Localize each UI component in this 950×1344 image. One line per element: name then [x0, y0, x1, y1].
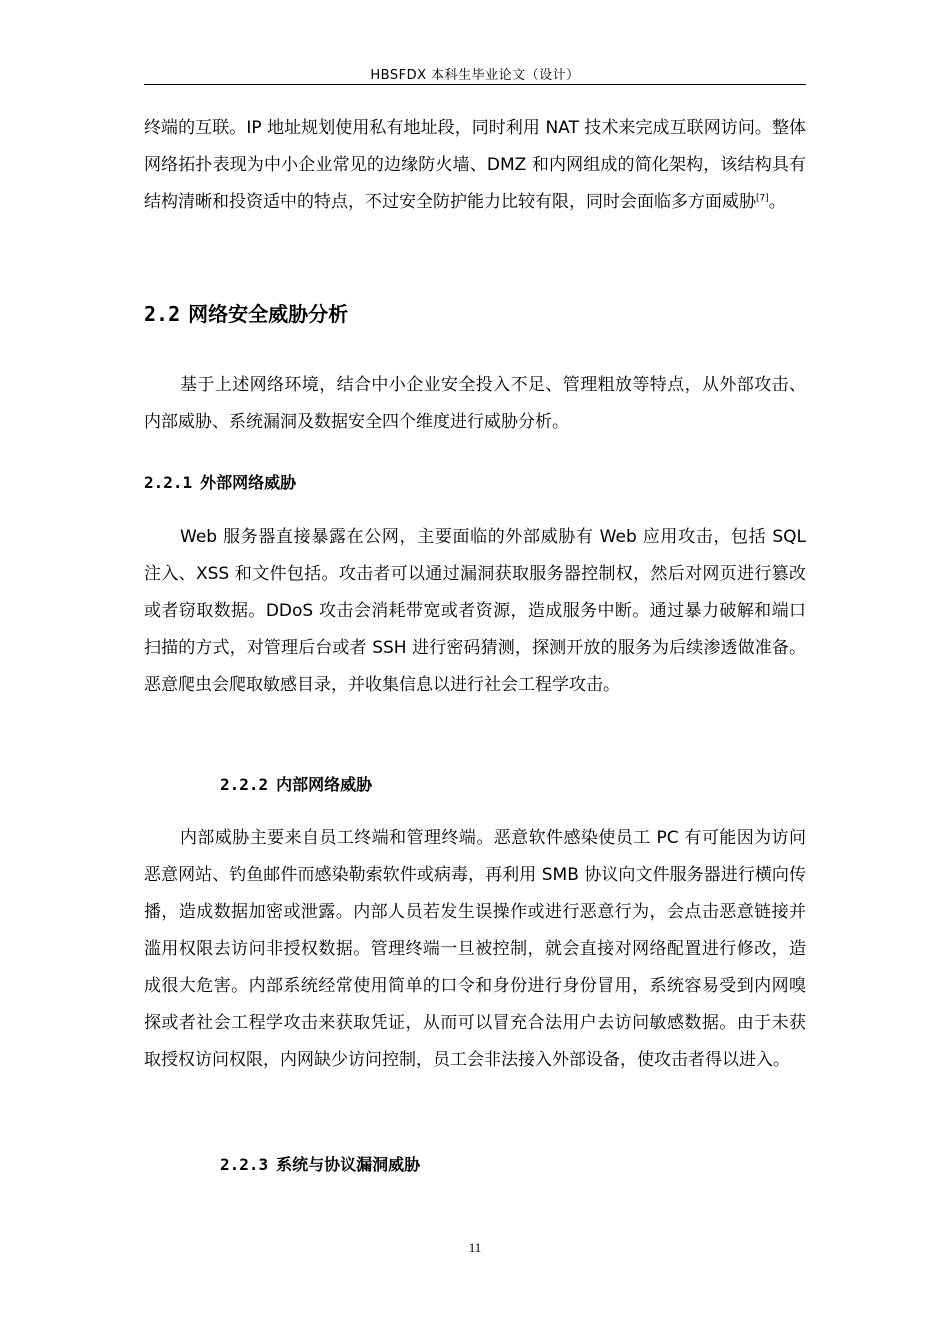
subsection-number: 2.2.3 [220, 1155, 269, 1174]
subsection-number: 2.2.1 [144, 473, 193, 492]
citation-marker: [7] [756, 193, 769, 204]
intro-text: 终端的互联。IP 地址规划使用私有地址段，同时利用 NAT 技术来完成互联网访问。整体网络拓扑表现为中小企业常见的边缘防火墙、DMZ 和内网组成的简化架构，该结构具有结构清晰和投资适中的特点，不过安全防护能力比较有限，同时会面临多方面威胁 [144, 118, 806, 212]
page-number: 11 [468, 1240, 482, 1255]
section-heading-2-2 [144, 298, 348, 327]
intro-end: 。 [768, 192, 786, 212]
section-2-2-1-paragraph: Web 服务器直接暴露在公网，主要面临的外部威胁有 Web 应用攻击，包括 SQL 注入、XSS 和文件包括。攻击者可以通过漏洞获取服务器控制权，然后对网页进行篡改或者窃取数据。DDoS 攻击会消耗带宽或者资源，造成服务中断。通过暴力破解和端口扫描的方式，对管理后台或者 SSH 进行密码猜测，探测开放的服务为后续渗透做准备。恶意爬虫会爬取敏感目录，并收集信息以进行社会工程学攻击。 [144, 527, 806, 695]
subsection-heading-2-2-1 [144, 470, 296, 493]
section-number: 2.2 [144, 302, 181, 326]
subsection-heading-2-2-3 [220, 1152, 420, 1175]
section-title: 网络安全威胁分析 [188, 302, 349, 326]
header-rule [144, 84, 806, 85]
subsection-title: 内部网络威胁 [276, 775, 373, 794]
intro-paragraph [144, 110, 806, 221]
section-2-2-paragraph: 基于上述网络环境，结合中小企业安全投入不足、管理粗放等特点，从外部攻击、内部威胁、系统漏洞及数据安全四个维度进行威胁分析。 [144, 375, 806, 432]
subsection-title: 外部网络威胁 [200, 473, 297, 492]
section-2-2-2-paragraph: 内部威胁主要来自员工终端和管理终端。恶意软件感染使员工 PC 有可能因为访问恶意网站、钓鱼邮件而感染勒索软件或病毒，再利用 SMB 协议向文件服务器进行横向传播，造成数据加密或泄露。内部人员若发生误操作或进行恶意行为，会点击恶意链接并滥用权限去访问非授权数据。管理终端一旦被控制，就会直接对网络配置进行修改，造成很大危害。内部系统经常使用简单的口令和身份进行身份冒用，系统容易受到内网嗅探或者社会工程学攻击来获取凭证，从而可以冒充合法用户去访问敏感数据。由于未获取授权访问权限，内网缺少访问控制，员工会非法接入外部设备，使攻击者得以进入。 [144, 828, 806, 1070]
running-header: HBSFDX 本科生毕业论文（设计） [370, 68, 580, 83]
subsection-number: 2.2.2 [220, 775, 269, 794]
subsection-title: 系统与协议漏洞威胁 [276, 1155, 421, 1174]
subsection-heading-2-2-2 [220, 772, 372, 795]
